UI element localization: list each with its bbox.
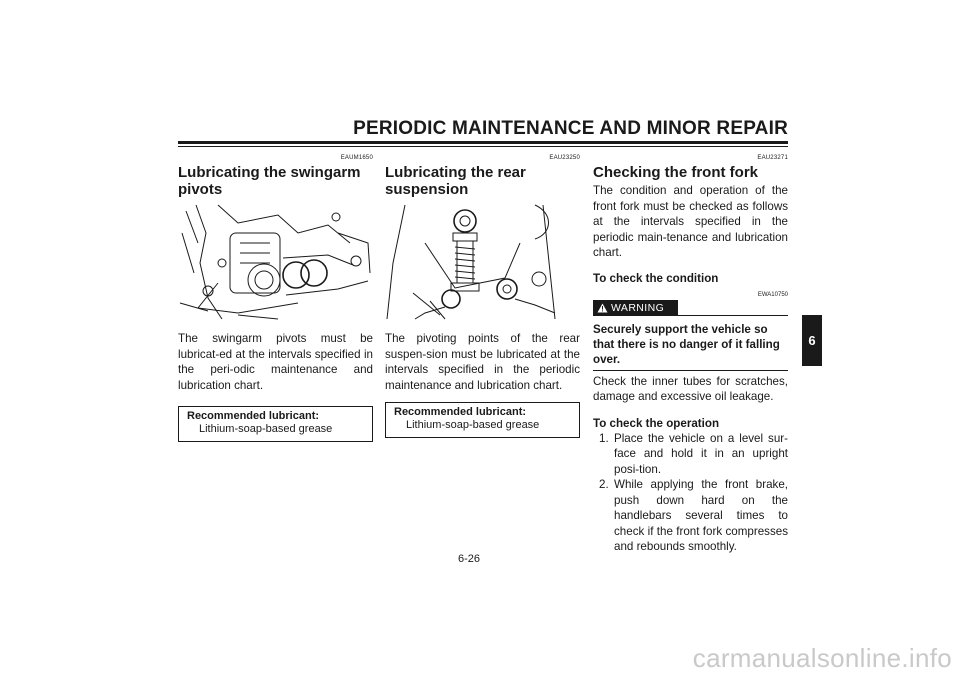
lubricant-label: Recommended lubricant: (187, 410, 320, 422)
list-item (593, 477, 788, 555)
swingarm-pivot-illustration (178, 203, 373, 321)
condition-text: Check the inner tubes for scratches, damage and excessive oil leakage. (593, 374, 788, 403)
section-title: Lubricating the rear suspension (385, 164, 526, 198)
section-body: The pivoting points of the rear suspen-sion must be lubricated at the intervals specified in the periodic maintenance and lubrication chart. (385, 332, 580, 392)
warning-text: Securely support the vehicle so that there is no danger of it falling over. (593, 318, 788, 371)
column-swingarm (178, 155, 373, 442)
section-code: EAUM1650 (340, 155, 373, 161)
warning-triangle-icon (593, 303, 611, 313)
lubricant-label: Recommended lubricant: (394, 406, 527, 418)
rear-suspension-illustration (385, 203, 580, 321)
warning-label: WARNING (611, 301, 665, 314)
column-front-fork (593, 155, 788, 555)
section-body: The swingarm pivots must be lubricat-ed at the intervals specified in the peri-odic maintenance and lubrication chart. (178, 332, 373, 392)
page-header-title: PERIODIC MAINTENANCE AND MINOR REPAIR (353, 118, 788, 139)
operation-steps (593, 431, 788, 555)
column-rear-suspension (385, 155, 580, 438)
header-rule-thin (178, 146, 788, 147)
page-number: 6-26 (458, 553, 481, 565)
lubricant-box (385, 402, 580, 438)
section-code: EAU23271 (757, 155, 788, 161)
section-intro: The condition and operation of the front fork must be checked as follows at the intervals specified in the periodic main-tenance and lubrication chart. (593, 184, 788, 259)
list-item (593, 431, 788, 478)
step-number: 2. (599, 478, 609, 491)
section-tab: 6 (802, 315, 822, 366)
condition-heading: To check the condition (593, 271, 719, 285)
warning-code: EWA10750 (757, 291, 788, 298)
warning-rule (678, 315, 788, 316)
step-text: Place the vehicle on a level sur-face and hold it in an upright posi-tion. (614, 431, 788, 476)
section-title: Checking the front fork (593, 164, 759, 181)
header-rule-thick (178, 141, 788, 144)
step-text: While applying the front brake, push down hard on the handlebars several times to check if the front fork compresses and rebounds smoothly. (614, 478, 788, 553)
section-code: EAU23250 (549, 155, 580, 161)
warning-header (593, 291, 788, 318)
lubricant-box (178, 406, 373, 442)
lubricant-value: Lithium-soap-based grease (199, 423, 333, 435)
warning-badge (593, 300, 678, 316)
operation-heading: To check the operation (593, 416, 720, 430)
step-number: 1. (599, 431, 609, 445)
lubricant-value: Lithium-soap-based grease (406, 419, 540, 431)
section-title: Lubricating the swingarm pivots (178, 164, 361, 198)
watermark: carmanualsonline.info (692, 643, 952, 673)
